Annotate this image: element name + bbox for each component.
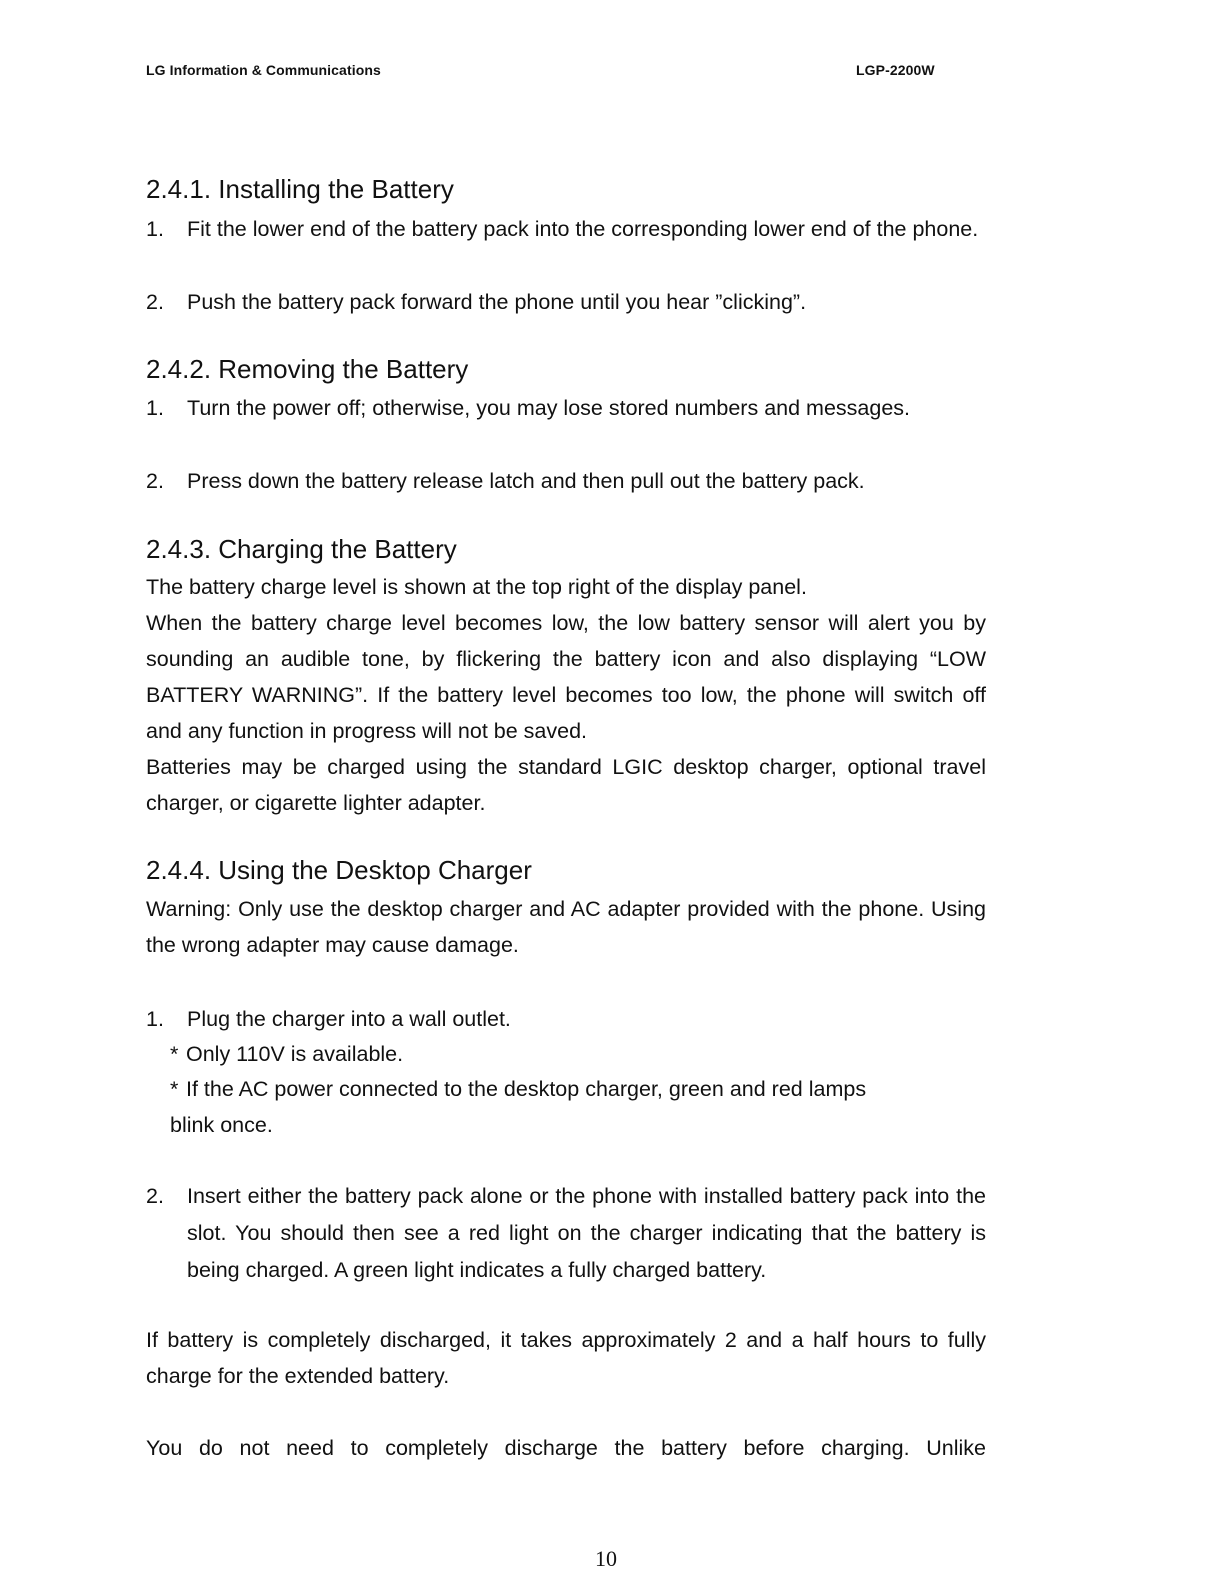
list-text: Plug the charger into a wall outlet. — [187, 1007, 511, 1031]
note-marker: * — [170, 1042, 179, 1066]
heading-charging-battery: 2.4.3. Charging the Battery — [146, 534, 457, 564]
paragraph: You do not need to completely discharge the battery before charging. Unlike — [146, 1436, 986, 1460]
list-text: Insert either the battery pack alone or the phone with installed battery pack into the slot. You should then see a red light on the charger indicating that the battery is being charged. A green light indicates a fully charged battery. — [187, 1184, 986, 1282]
list-item — [146, 390, 986, 427]
list-text: Fit the lower end of the battery pack into the corresponding lower end of the phone. — [187, 217, 979, 241]
note-item — [170, 1036, 930, 1072]
list-number: 1. — [146, 1007, 164, 1031]
heading-desktop-charger: 2.4.4. Using the Desktop Charger — [146, 855, 532, 885]
list-number: 2. — [146, 1184, 164, 1208]
list-item — [146, 284, 986, 321]
note-text: Only 110V is available. — [186, 1042, 404, 1066]
list-item — [146, 1001, 986, 1038]
heading-installing-battery: 2.4.1. Installing the Battery — [146, 174, 454, 204]
note-item — [170, 1071, 890, 1143]
list-number: 2. — [146, 290, 164, 314]
list-item — [146, 463, 986, 500]
paragraph: When the battery charge level becomes low, the low battery sensor will alert you by sounding an audible tone, by flickering the battery icon and also displaying “LOW BATTERY WARNING”. If the battery level becomes too low, the phone will switch off and any function in progress will not be saved. — [146, 611, 986, 743]
list-number: 2. — [146, 469, 164, 493]
list-text: Push the battery pack forward the phone until you hear ”clicking”. — [187, 290, 807, 314]
page-number: 10 — [595, 1546, 617, 1571]
list-text: Turn the power off; otherwise, you may lose stored numbers and messages. — [187, 396, 911, 420]
list-number: 1. — [146, 396, 164, 420]
list-item — [146, 211, 986, 248]
warning-paragraph: Warning: Only use the desktop charger and AC adapter provided with the phone. Using the wrong adapter may cause damage. — [146, 897, 986, 957]
note-text: If the AC power connected to the desktop charger, green and red lamps blink once. — [170, 1077, 867, 1137]
list-number: 1. — [146, 217, 164, 241]
paragraph: Batteries may be charged using the standard LGIC desktop charger, optional travel charger, or cigarette lighter adapter. — [146, 755, 986, 815]
header-model: LGP-2200W — [856, 62, 935, 78]
paragraph: If battery is completely discharged, it takes approximately 2 and a half hours to fully charge for the extended battery. — [146, 1328, 986, 1388]
paragraph: The battery charge level is shown at the top right of the display panel. — [146, 575, 807, 599]
list-text: Press down the battery release latch and then pull out the battery pack. — [187, 469, 865, 493]
header-company: LG Information & Communications — [146, 62, 381, 78]
note-marker: * — [170, 1077, 179, 1101]
heading-removing-battery: 2.4.2. Removing the Battery — [146, 354, 469, 384]
list-item — [146, 1178, 986, 1289]
